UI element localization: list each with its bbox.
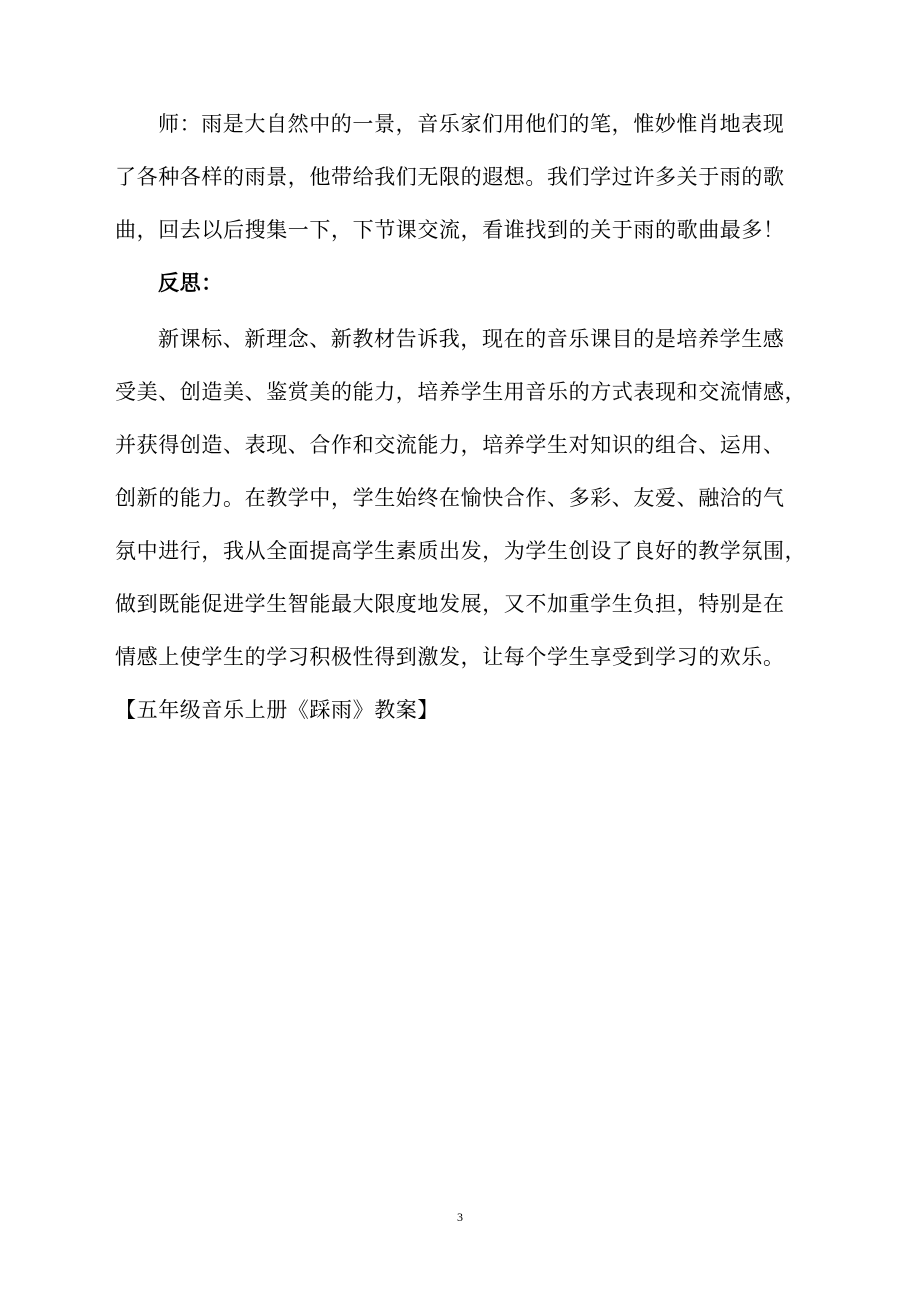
- page-number: 3: [457, 1210, 463, 1224]
- paragraph-line: 并获得创造、表现、合作和交流能力，培养学生对知识的组合、运用、: [115, 433, 785, 457]
- paragraph-line: 创新的能力。在教学中，学生始终在愉快合作、多彩、友爱、融洽的气: [115, 486, 785, 510]
- paragraph-line: 做到既能促进学生智能最大限度地发展，又不加重学生负担，特别是在: [115, 592, 785, 616]
- paragraph-line: 师：雨是大自然中的一景，音乐家们用他们的笔，惟妙惟肖地表现: [158, 112, 785, 136]
- paragraph-line: 了各种各样的雨景，他带给我们无限的遐想。我们学过许多关于雨的歌: [115, 165, 785, 189]
- paragraph-line: 情感上使学生的学习积极性得到激发，让每个学生享受到学习的欢乐。: [115, 645, 785, 669]
- paragraph-line: 曲，回去以后搜集一下，下节课交流，看谁找到的关于雨的歌曲最多！: [115, 218, 785, 242]
- section-heading: 反思：: [158, 270, 223, 295]
- paragraph-line: 氛中进行，我从全面提高学生素质出发，为学生创设了良好的教学氛围，: [115, 539, 807, 563]
- paragraph-line: 新课标、新理念、新教材告诉我，现在的音乐课目的是培养学生感: [158, 327, 785, 351]
- document-title-footer: 【五年级音乐上册《踩雨》教案】: [115, 698, 439, 722]
- paragraph-line: 受美、创造美、鉴赏美的能力，培养学生用音乐的方式表现和交流情感，: [115, 380, 807, 404]
